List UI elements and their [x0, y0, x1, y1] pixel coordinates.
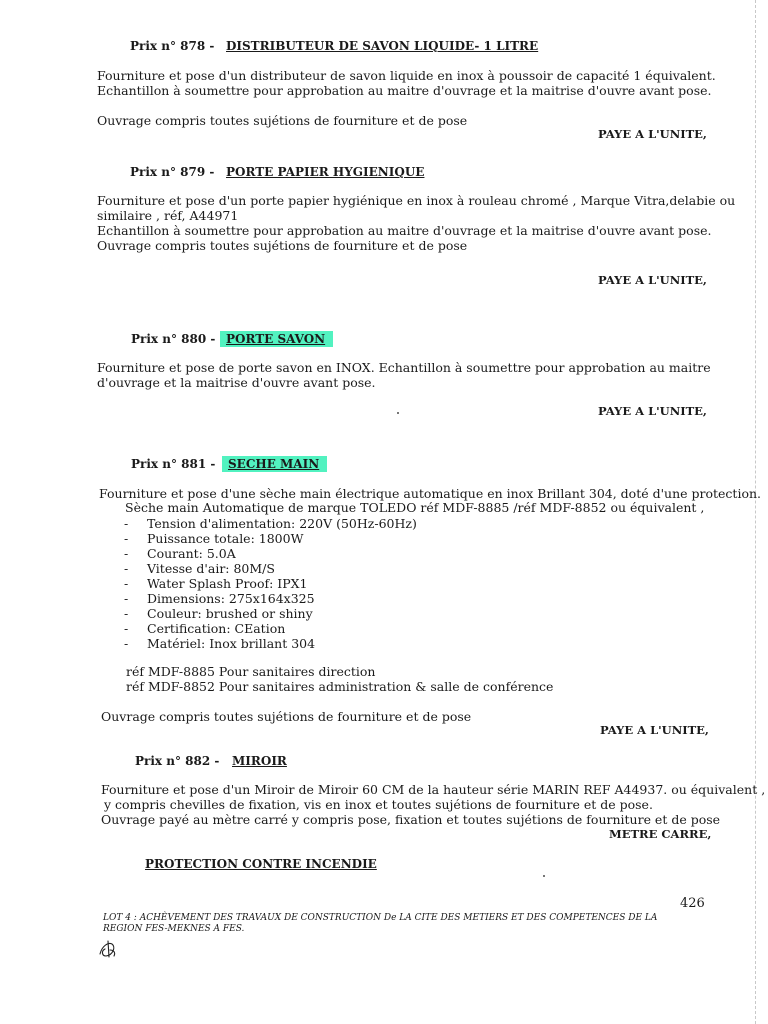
scan-speck: [543, 875, 545, 877]
body-line: Fourniture et pose d'un distributeur de savon liquide en inox à poussoir de capacité 1 équivalent.: [97, 68, 716, 83]
body-line: Fourniture et pose d'un Miroir de Miroir 60 CM de la hauteur série MARIN REF A44937. ou équivalent ,: [101, 782, 766, 797]
closing-line: Ouvrage compris toutes sujétions de fourniture et de pose: [101, 709, 472, 724]
spec-item: Dimensions: 275x164x325: [147, 591, 315, 606]
spec-bullet: -: [124, 606, 129, 621]
body-line: Fourniture et pose d'une sèche main électrique automatique en inox Brillant 304, doté d'une protection.: [99, 486, 762, 501]
closing-line: Ouvrage compris toutes sujétions de fourniture et de pose: [97, 113, 468, 128]
body-line: Fourniture et pose d'un porte papier hygiénique en inox à rouleau chromé , Marque Vitra,delabie ou: [97, 193, 736, 208]
body-line: Ouvrage compris toutes sujétions de fourniture et de pose: [97, 238, 468, 253]
ref-line: réf MDF-8885 Pour sanitaires direction: [126, 664, 376, 679]
payment-unit: METRE CARRE,: [609, 827, 712, 841]
spec-item: Certification: CEation: [147, 621, 286, 636]
spec-bullet: -: [124, 546, 129, 561]
body-line: d'ouvrage et la maitrise d'ouvre avant pose.: [97, 375, 376, 390]
prix-label: Prix n° 879 -: [130, 165, 215, 179]
scan-edge-line: [755, 0, 758, 1024]
spec-bullet: -: [124, 531, 129, 546]
spec-item: Tension d'alimentation: 220V (50Hz-60Hz): [147, 516, 417, 531]
body-line: y compris chevilles de fixation, vis en inox et toutes sujétions de fourniture et de pose.: [104, 797, 653, 812]
body-line: Ouvrage payé au mètre carré y compris pose, fixation et toutes sujétions de fourniture et de pose: [101, 812, 721, 827]
spec-bullet: -: [124, 576, 129, 591]
spec-bullet: -: [124, 636, 129, 651]
body-line: similaire , réf, A44971: [97, 208, 239, 223]
next-section-heading: PROTECTION CONTRE INCENDIE: [145, 857, 377, 871]
spec-bullet: -: [124, 621, 129, 636]
spec-item: Puissance totale: 1800W: [147, 531, 304, 546]
section-title: DISTRIBUTEUR DE SAVON LIQUIDE- 1 LITRE: [226, 39, 539, 53]
payment-unit: PAYE A L'UNITE,: [600, 723, 709, 737]
prix-label: Prix n° 881 -: [131, 457, 216, 471]
payment-unit: PAYE A L'UNITE,: [598, 273, 707, 287]
body-line: Sèche main Automatique de marque TOLEDO réf MDF-8885 /réf MDF-8852 ou équivalent ,: [125, 500, 705, 515]
spec-bullet: -: [124, 516, 129, 531]
body-line: Fourniture et pose de porte savon en INOX. Echantillon à soumettre pour approbation au maitre: [97, 360, 711, 375]
spec-item: Courant: 5.0A: [147, 546, 236, 561]
payment-unit: PAYE A L'UNITE,: [598, 404, 707, 418]
body-line: Echantillon à soumettre pour approbation au maitre d'ouvrage et la maitrise d'ouvre avant pose.: [97, 83, 712, 98]
section-title: PORTE SAVON: [220, 331, 333, 347]
section-title: SECHE MAIN: [222, 456, 327, 472]
prix-label: Prix n° 880 -: [131, 332, 216, 346]
spec-item: Vitesse d'air: 80M/S: [147, 561, 275, 576]
spec-item: Couleur: brushed or shiny: [147, 606, 313, 621]
spec-bullet: -: [124, 591, 129, 606]
spec-item: Matériel: Inox brillant 304: [147, 636, 316, 651]
prix-label: Prix n° 878 -: [130, 39, 215, 53]
body-line: Echantillon à soumettre pour approbation au maitre d'ouvrage et la maitrise d'ouvre avant pose.: [97, 223, 712, 238]
section-title: PORTE PAPIER HYGIENIQUE: [226, 165, 425, 179]
page-number: 426: [680, 896, 705, 911]
handwritten-initials: [96, 938, 120, 960]
payment-unit: PAYE A L'UNITE,: [598, 127, 707, 141]
spec-bullet: -: [124, 561, 129, 576]
scan-speck: [397, 412, 399, 414]
footer-text: LOT 4 : ACHÈVEMENT DES TRAVAUX DE CONSTRUCTION De LA CITE DES METIERS ET DES COMPETENCES DE LA REGION FES-MEKNES A FES.: [103, 913, 658, 934]
spec-item: Water Splash Proof: IPX1: [147, 576, 308, 591]
section-title: MIROIR: [232, 754, 287, 768]
prix-label: Prix n° 882 -: [135, 754, 220, 768]
ref-line: réf MDF-8852 Pour sanitaires administration & salle de conférence: [126, 679, 554, 694]
